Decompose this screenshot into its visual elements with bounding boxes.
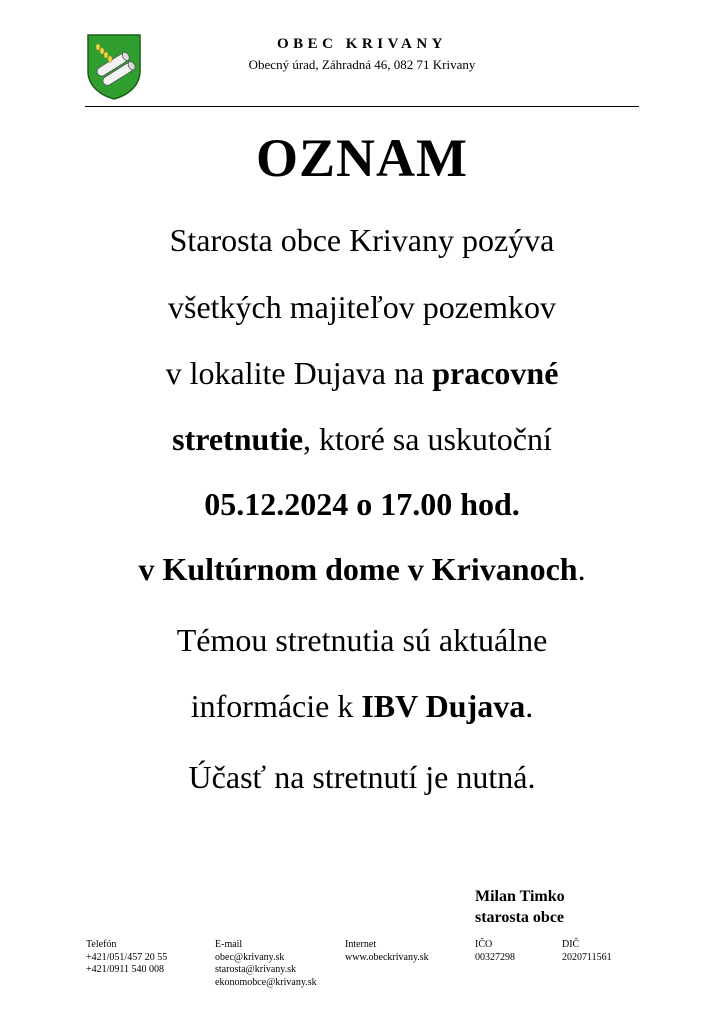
footer-label: IČO — [475, 939, 493, 950]
notice-title: OZNAM — [256, 128, 468, 188]
footer-label: Internet — [345, 939, 377, 950]
footer-label: E-mail — [215, 939, 243, 950]
notice-line-1: Starosta obce Krivany pozýva — [169, 222, 555, 258]
notice-emphasis: v Kultúrnom dome v Krivanoch — [138, 551, 578, 587]
header-divider — [85, 106, 639, 107]
footer-email — [215, 939, 317, 989]
office-address: Obecný úrad, Záhradná 46, 082 71 Krivany — [248, 57, 476, 72]
notice-emphasis: IBV Dujava — [361, 688, 526, 724]
signature-block — [475, 886, 565, 928]
footer-ico — [475, 939, 515, 964]
notice-line-8 — [40, 688, 684, 725]
phone-number: +421/0911 540 008 — [86, 964, 165, 975]
signatory-name: Milan Timko — [475, 888, 565, 905]
website-address: www.obeckrivany.sk — [345, 951, 429, 963]
notice-text: . — [577, 551, 586, 587]
notice-text: v lokalite Dujava na — [165, 355, 433, 391]
email-address: ekonomobce@krivany.sk — [215, 976, 317, 988]
notice-line-4 — [40, 421, 684, 458]
email-address: obec@krivany.sk — [215, 951, 285, 963]
notice-emphasis: pracovné — [432, 355, 559, 391]
municipality-name: OBEC KRIVANY — [277, 36, 447, 52]
notice-line-7: Témou stretnutia sú aktuálne — [176, 622, 548, 658]
notice-text: . — [525, 688, 534, 724]
email-address: starosta@krivany.sk — [215, 964, 297, 975]
footer-label: Telefón — [86, 939, 117, 950]
notice-line-9: Účasť na stretnutí je nutná. — [188, 759, 536, 795]
notice-emphasis: stretnutie — [172, 421, 304, 457]
notice-text: , ktoré sa uskutoční — [303, 421, 552, 457]
phone-number: +421/051/457 20 55 — [86, 951, 168, 963]
dic-number: 2020711561 — [562, 951, 612, 963]
ico-number: 00327298 — [475, 951, 515, 963]
meeting-date-time — [40, 486, 684, 523]
meeting-venue — [40, 551, 684, 588]
notice-emphasis: 05.12.2024 o 17.00 hod. — [204, 486, 520, 522]
municipal-crest-logo — [86, 33, 142, 101]
signatory-role: starosta obce — [475, 909, 565, 926]
footer-phone — [86, 939, 167, 977]
notice-line-2: všetkých majiteľov pozemkov — [167, 289, 556, 325]
footer-internet — [345, 939, 429, 964]
footer-dic — [562, 939, 612, 964]
notice-text: informácie k — [190, 688, 362, 724]
notice-line-3 — [40, 355, 684, 392]
footer-label: DIČ — [562, 939, 580, 950]
